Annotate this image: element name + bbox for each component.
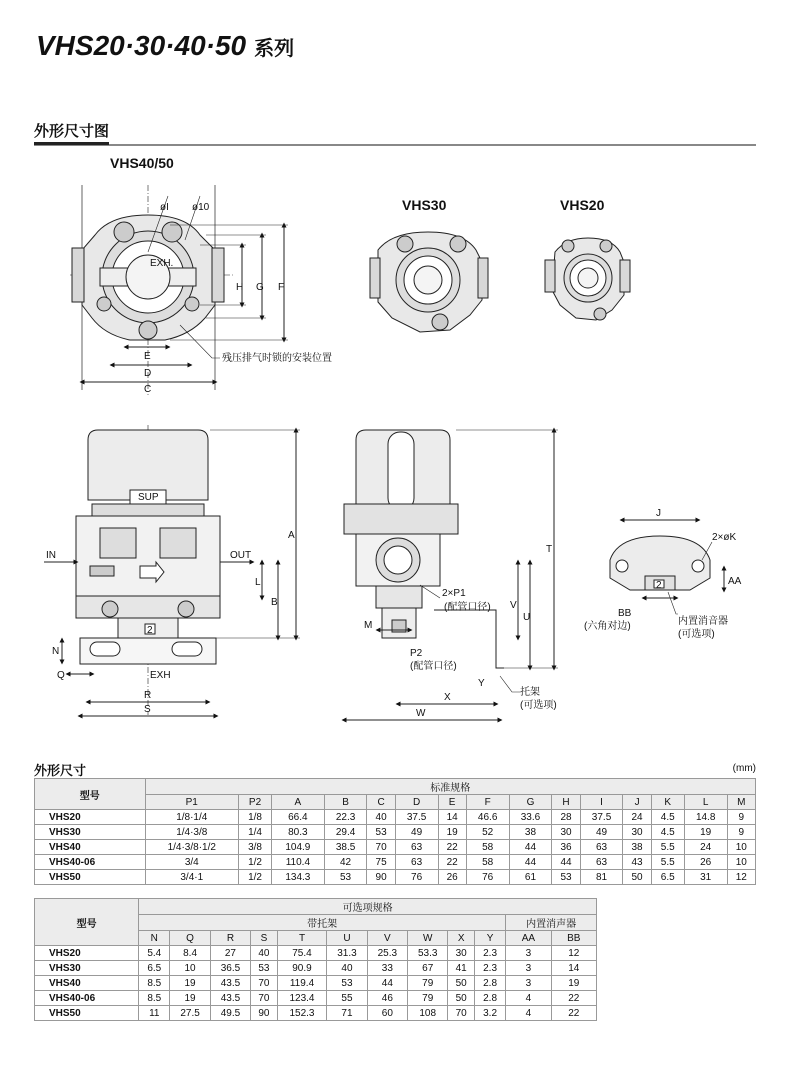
value-cell: 63: [580, 840, 623, 855]
value-cell: 44: [367, 976, 407, 991]
value-cell: 53: [324, 870, 367, 885]
dim-F: F: [278, 282, 285, 293]
column-header: C: [367, 795, 395, 810]
value-cell: 79: [408, 991, 448, 1006]
value-cell: 31: [684, 870, 727, 885]
section-title: 外形尺寸图: [34, 123, 109, 145]
dim-Y: Y: [478, 678, 485, 689]
value-cell: 50: [448, 991, 475, 1006]
value-cell: 30: [448, 946, 475, 961]
column-header: G: [509, 795, 552, 810]
value-cell: 123.4: [277, 991, 327, 1006]
value-cell: 10: [170, 961, 210, 976]
title-main: VHS20·30·40·50: [36, 30, 247, 61]
value-cell: 90: [367, 870, 395, 885]
p2-note: (配管口径): [410, 661, 457, 672]
value-cell: 4: [506, 1006, 551, 1021]
model-cell: VHS40: [35, 840, 146, 855]
column-header: X: [448, 931, 475, 946]
value-cell: 53: [367, 825, 395, 840]
front-view: [44, 425, 300, 716]
value-cell: 110.4: [272, 855, 325, 870]
table-row: [35, 855, 756, 870]
value-cell: 49.5: [210, 1006, 250, 1021]
dimension-drawings: [0, 150, 790, 750]
optional-table-body: [35, 946, 597, 1021]
value-cell: 70: [251, 976, 278, 991]
value-cell: 9: [727, 825, 755, 840]
dim-Q: Q: [57, 670, 65, 681]
value-cell: 1/8: [238, 810, 271, 825]
value-cell: 44: [509, 855, 552, 870]
view-label-vhs30: VHS30: [402, 197, 447, 213]
value-cell: 52: [466, 825, 509, 840]
side-view: [344, 430, 558, 720]
value-cell: 6.5: [651, 870, 684, 885]
residual-lock-note: 残压排气时锁的安装位置: [222, 353, 332, 364]
model-cell: VHS40-06: [35, 991, 139, 1006]
dim-B: B: [271, 597, 278, 608]
model-header: 型号: [35, 899, 139, 946]
value-cell: 63: [395, 855, 438, 870]
table-row: [35, 1006, 597, 1021]
value-cell: 46.6: [466, 810, 509, 825]
value-cell: 11: [139, 1006, 170, 1021]
value-cell: 28: [552, 810, 580, 825]
value-cell: 27.5: [170, 1006, 210, 1021]
value-cell: 8.5: [139, 991, 170, 1006]
model-cell: VHS30: [35, 961, 139, 976]
column-header: S: [251, 931, 278, 946]
value-cell: 53: [251, 961, 278, 976]
value-cell: 42: [324, 855, 367, 870]
model-cell: VHS50: [35, 1006, 139, 1021]
value-cell: 76: [466, 870, 509, 885]
value-cell: 104.9: [272, 840, 325, 855]
value-cell: 58: [466, 840, 509, 855]
value-cell: 12: [727, 870, 755, 885]
table-row: [35, 810, 756, 825]
column-header: Y: [474, 931, 505, 946]
section-heading-drawings: [34, 120, 756, 146]
value-cell: 80.3: [272, 825, 325, 840]
column-header: R: [210, 931, 250, 946]
value-cell: 37.5: [580, 810, 623, 825]
table-row: [35, 991, 597, 1006]
page-title: [36, 30, 294, 62]
value-cell: 19: [170, 991, 210, 1006]
value-cell: 19: [170, 976, 210, 991]
value-cell: 3/4·1: [145, 870, 238, 885]
table-row: [35, 976, 597, 991]
value-cell: 3: [506, 946, 551, 961]
value-cell: 49: [580, 825, 623, 840]
value-cell: 26: [684, 855, 727, 870]
value-cell: 63: [580, 855, 623, 870]
value-cell: 134.3: [272, 870, 325, 885]
vhs40-top-view: [70, 155, 332, 395]
in-label: IN: [46, 550, 56, 561]
table-row: [35, 840, 756, 855]
value-cell: 38: [623, 840, 651, 855]
exh-mark: EXH.: [150, 258, 174, 269]
value-cell: 1/8·1/4: [145, 810, 238, 825]
value-cell: 3: [506, 961, 551, 976]
value-cell: 152.3: [277, 1006, 327, 1021]
dim-phi10: ø10: [192, 202, 210, 213]
value-cell: 75.4: [277, 946, 327, 961]
value-cell: 46: [367, 991, 407, 1006]
value-cell: 38.5: [324, 840, 367, 855]
value-cell: 70: [367, 840, 395, 855]
vhs30-top-view: [370, 197, 488, 332]
dim-A: A: [288, 530, 295, 541]
column-header: H: [552, 795, 580, 810]
p1-note: (配管口径): [444, 602, 491, 613]
dim-W: W: [416, 708, 426, 719]
value-cell: 71: [327, 1006, 367, 1021]
model-cell: VHS20: [35, 946, 139, 961]
value-cell: 55: [327, 991, 367, 1006]
value-cell: 30: [623, 825, 651, 840]
value-cell: 70: [251, 991, 278, 1006]
sup-mark: SUP: [138, 492, 159, 503]
column-header: AA: [506, 931, 551, 946]
view-label-vhs20: VHS20: [560, 197, 605, 213]
value-cell: 50: [448, 976, 475, 991]
bracket-subheader: 带托架: [139, 915, 506, 931]
model-cell: VHS50: [35, 870, 146, 885]
value-cell: 1/2: [238, 855, 271, 870]
model-header: 型号: [35, 779, 146, 810]
value-cell: 5.5: [651, 840, 684, 855]
value-cell: 90.9: [277, 961, 327, 976]
table-row: [35, 870, 756, 885]
dim-U: U: [523, 612, 531, 623]
value-cell: 22: [551, 991, 596, 1006]
value-cell: 44: [509, 840, 552, 855]
column-header: P1: [145, 795, 238, 810]
value-cell: 67: [408, 961, 448, 976]
dim-R: R: [144, 690, 152, 701]
dim-C: C: [144, 384, 152, 395]
vhs20-top-view: [545, 197, 630, 320]
bracket-note: (可选项): [520, 700, 557, 711]
port-2-mark-front: 2: [147, 625, 153, 636]
value-cell: 19: [438, 825, 466, 840]
value-cell: 119.4: [277, 976, 327, 991]
value-cell: 43.5: [210, 991, 250, 1006]
value-cell: 3: [506, 976, 551, 991]
value-cell: 1/2: [238, 870, 271, 885]
column-header: K: [651, 795, 684, 810]
dim-D: D: [144, 368, 152, 379]
value-cell: 3/4: [145, 855, 238, 870]
value-cell: 40: [251, 946, 278, 961]
value-cell: 9: [727, 810, 755, 825]
column-header: P2: [238, 795, 271, 810]
value-cell: 25.3: [367, 946, 407, 961]
column-header: I: [580, 795, 623, 810]
value-cell: 4.5: [651, 825, 684, 840]
dim-BB: BB: [618, 608, 632, 619]
value-cell: 53.3: [408, 946, 448, 961]
model-cell: VHS20: [35, 810, 146, 825]
table-row: [35, 946, 597, 961]
dim-X: X: [444, 692, 451, 703]
column-header: N: [139, 931, 170, 946]
value-cell: 1/4·3/8·1/2: [145, 840, 238, 855]
value-cell: 14: [551, 961, 596, 976]
table-row: [35, 825, 756, 840]
value-cell: 10: [727, 855, 755, 870]
column-header: B: [324, 795, 367, 810]
dim-S: S: [144, 704, 151, 715]
value-cell: 33: [367, 961, 407, 976]
exh-label: EXH: [150, 670, 171, 681]
column-header: M: [727, 795, 755, 810]
value-cell: 36.5: [210, 961, 250, 976]
value-cell: 61: [509, 870, 552, 885]
value-cell: 3/8: [238, 840, 271, 855]
value-cell: 53: [552, 870, 580, 885]
value-cell: 6.5: [139, 961, 170, 976]
dim-V: V: [510, 600, 517, 611]
standard-table-body: [35, 810, 756, 885]
model-cell: VHS30: [35, 825, 146, 840]
value-cell: 2.8: [474, 976, 505, 991]
silencer-note: (可选项): [678, 629, 715, 640]
dim-G: G: [256, 282, 264, 293]
value-cell: 26: [438, 870, 466, 885]
p2-label: P2: [410, 648, 423, 659]
view-label-vhs40-50: VHS40/50: [110, 155, 174, 171]
value-cell: 58: [466, 855, 509, 870]
value-cell: 108: [408, 1006, 448, 1021]
value-cell: 14.8: [684, 810, 727, 825]
p1-label: 2×P1: [442, 588, 466, 599]
value-cell: 8.4: [170, 946, 210, 961]
value-cell: 50: [623, 870, 651, 885]
value-cell: 37.5: [395, 810, 438, 825]
column-header: F: [466, 795, 509, 810]
value-cell: 75: [367, 855, 395, 870]
value-cell: 70: [448, 1006, 475, 1021]
value-cell: 53: [327, 976, 367, 991]
value-cell: 10: [727, 840, 755, 855]
value-cell: 22: [438, 855, 466, 870]
column-header: Q: [170, 931, 210, 946]
value-cell: 60: [367, 1006, 407, 1021]
dim-E: E: [144, 351, 151, 362]
value-cell: 43: [623, 855, 651, 870]
value-cell: 5.4: [139, 946, 170, 961]
dim-H: H: [236, 282, 244, 293]
value-cell: 81: [580, 870, 623, 885]
value-cell: 1/4: [238, 825, 271, 840]
value-cell: 14: [438, 810, 466, 825]
value-cell: 2.8: [474, 991, 505, 1006]
value-cell: 19: [684, 825, 727, 840]
value-cell: 22: [438, 840, 466, 855]
optional-spec-table: [34, 898, 597, 1021]
value-cell: 40: [367, 810, 395, 825]
column-header: J: [623, 795, 651, 810]
column-header: D: [395, 795, 438, 810]
value-cell: 44: [552, 855, 580, 870]
model-cell: VHS40: [35, 976, 139, 991]
value-cell: 33.6: [509, 810, 552, 825]
out-label: OUT: [230, 550, 252, 561]
column-header: U: [327, 931, 367, 946]
column-header: V: [367, 931, 407, 946]
value-cell: 8.5: [139, 976, 170, 991]
value-cell: 30: [552, 825, 580, 840]
column-header: L: [684, 795, 727, 810]
dim-T: T: [546, 544, 553, 555]
column-header: W: [408, 931, 448, 946]
bracket-label: 托架: [520, 687, 540, 698]
silencer-label: 内置消音器: [678, 616, 728, 627]
column-header: BB: [551, 931, 596, 946]
value-cell: 1/4·3/8: [145, 825, 238, 840]
value-cell: 19: [551, 976, 596, 991]
bottom-detail-view: [584, 508, 742, 640]
optional-group-header: 可选项规格: [139, 899, 597, 915]
value-cell: 76: [395, 870, 438, 885]
table-row: [35, 961, 597, 976]
value-cell: 12: [551, 946, 596, 961]
value-cell: 38: [509, 825, 552, 840]
title-suffix: 系列: [254, 38, 295, 60]
value-cell: 49: [395, 825, 438, 840]
value-cell: 36: [552, 840, 580, 855]
value-cell: 2.3: [474, 961, 505, 976]
value-cell: 4: [506, 991, 551, 1006]
table-title: 外形尺寸: [34, 763, 87, 778]
hex-note: (六角对边): [584, 621, 631, 632]
value-cell: 63: [395, 840, 438, 855]
value-cell: 41: [448, 961, 475, 976]
dim-M: M: [364, 620, 373, 631]
value-cell: 27: [210, 946, 250, 961]
value-cell: 22.3: [324, 810, 367, 825]
silencer-subheader: 内置消声器: [506, 915, 597, 931]
value-cell: 24: [623, 810, 651, 825]
value-cell: 24: [684, 840, 727, 855]
dim-AA: AA: [728, 576, 742, 587]
value-cell: 5.5: [651, 855, 684, 870]
dim-J: J: [656, 508, 661, 519]
value-cell: 3.2: [474, 1006, 505, 1021]
column-header: A: [272, 795, 325, 810]
standard-spec-table: [34, 778, 756, 885]
column-header: E: [438, 795, 466, 810]
port-2-mark-bottom: 2: [656, 580, 662, 591]
value-cell: 43.5: [210, 976, 250, 991]
value-cell: 90: [251, 1006, 278, 1021]
standard-group-header: 标准规格: [145, 779, 755, 795]
model-cell: VHS40-06: [35, 855, 146, 870]
dim-L: L: [255, 577, 261, 588]
unit-label: (mm): [732, 763, 756, 774]
value-cell: 22: [551, 1006, 596, 1021]
value-cell: 4.5: [651, 810, 684, 825]
value-cell: 2.3: [474, 946, 505, 961]
dim-2K: 2×øK: [712, 532, 737, 543]
dim-N: N: [52, 646, 60, 657]
value-cell: 66.4: [272, 810, 325, 825]
column-header: T: [277, 931, 327, 946]
value-cell: 40: [327, 961, 367, 976]
value-cell: 79: [408, 976, 448, 991]
value-cell: 29.4: [324, 825, 367, 840]
value-cell: 31.3: [327, 946, 367, 961]
dim-phiI: øI: [160, 202, 169, 213]
